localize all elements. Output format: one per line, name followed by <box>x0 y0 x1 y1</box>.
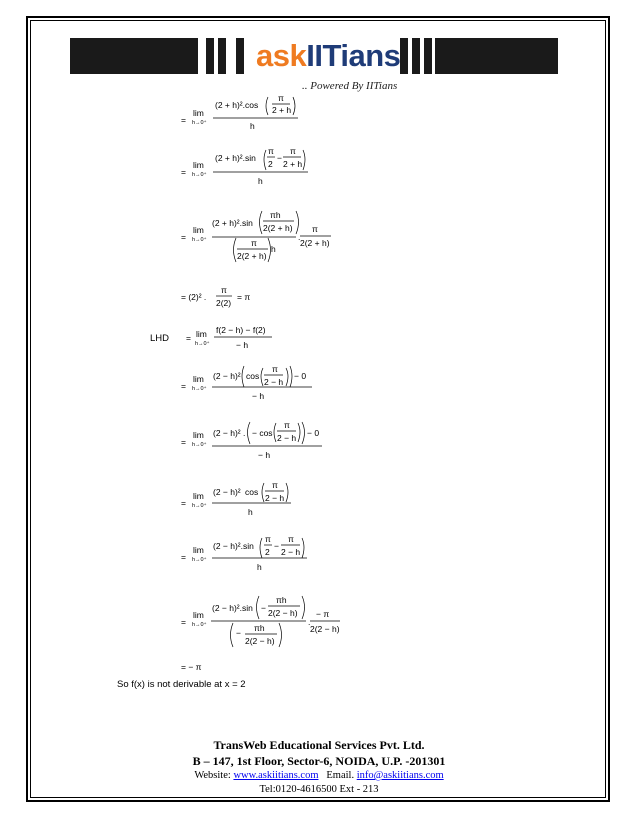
neg: − <box>261 603 266 613</box>
bracket <box>290 366 292 387</box>
minus: − <box>277 153 282 163</box>
left: = (2)² . <box>181 292 207 302</box>
numerator: (2 − h)² <box>213 487 241 497</box>
step-3 <box>181 210 331 262</box>
cos: cos <box>246 371 260 381</box>
lim-sub: h→0⁺ <box>192 172 207 178</box>
paren <box>279 623 282 647</box>
numerator: (2 − h)² <box>213 371 241 381</box>
step-9 <box>181 534 307 572</box>
dot: . <box>308 617 311 627</box>
h: h <box>271 244 276 254</box>
step-10 <box>181 595 340 647</box>
dot: . <box>298 232 301 242</box>
lim-sub: h→0⁺ <box>195 341 210 347</box>
paren <box>298 423 300 442</box>
numerator: (2 − h)².sin <box>213 541 254 551</box>
pi: π <box>221 285 227 295</box>
two: 2 <box>265 547 270 557</box>
denominator-h: h <box>250 121 255 131</box>
numerator: (2 + h)².sin <box>215 153 256 163</box>
tagline: .. Powered By IITians <box>302 80 398 92</box>
equals-sign: = <box>186 333 191 343</box>
lim-sub: h→0⁺ <box>192 120 207 126</box>
footer-contact <box>0 770 638 781</box>
pi: π <box>251 238 257 248</box>
footer-company: TransWeb Educational Services Pvt. Ltd. <box>213 738 425 752</box>
conclusion: So f(x) is not derivable at x = 2 <box>117 679 246 690</box>
denominator: 2 + h <box>283 159 303 169</box>
denominator: 2(2 + h) <box>237 251 267 261</box>
step-4 <box>181 285 250 308</box>
paren <box>293 97 295 115</box>
numerator: (2 + h)².cos <box>215 100 259 110</box>
paren <box>296 211 299 234</box>
paren <box>261 368 263 386</box>
paren <box>257 596 260 619</box>
logo-iitians: IITians <box>306 38 401 73</box>
lim: lim <box>193 225 204 235</box>
pi-h: πh <box>276 595 287 605</box>
lim: lim <box>193 374 204 384</box>
paren <box>234 238 237 262</box>
step-lhd <box>150 325 272 350</box>
lhd-label: LHD <box>150 333 170 344</box>
paren <box>302 596 305 619</box>
footer-address: B – 147, 1st Floor, Sector-6, NOIDA, U.P. -201301 <box>192 754 446 768</box>
denominator: 2 − h <box>264 377 284 387</box>
denominator: 2 − h <box>277 433 297 443</box>
email-link[interactable]: info@askiitians.com <box>356 770 444 781</box>
paren <box>264 150 266 170</box>
logo-ask: ask <box>256 38 307 73</box>
lim: lim <box>196 329 207 339</box>
bracket <box>248 422 251 444</box>
lim: lim <box>193 430 204 440</box>
lim-sub: h→0⁺ <box>192 557 207 563</box>
step-1 <box>181 93 298 131</box>
paren <box>262 483 264 502</box>
step-6 <box>181 364 312 401</box>
equals-sign: = <box>181 437 186 447</box>
equals-sign: = <box>181 381 186 391</box>
paren <box>302 538 304 558</box>
denominator: 2 + h <box>272 105 292 115</box>
paren <box>260 538 262 558</box>
pi: π <box>278 93 284 103</box>
bracket <box>242 366 244 387</box>
cos: cos <box>245 487 259 497</box>
pi-h: πh <box>254 623 265 633</box>
pi: π <box>288 534 294 544</box>
denominator-h: h <box>248 507 253 517</box>
minus: − <box>274 541 279 551</box>
equals-sign: = <box>181 115 186 125</box>
numerator: (2 − h)² <box>213 428 241 438</box>
paren <box>286 483 288 502</box>
pi-h: πh <box>270 210 281 220</box>
neg: − <box>236 628 241 638</box>
denominator: − h <box>236 340 249 350</box>
denominator: − h <box>258 450 271 460</box>
denominator: 2 − h <box>281 547 301 557</box>
pi: π <box>268 146 274 156</box>
bracket <box>302 422 305 444</box>
paren <box>260 211 263 234</box>
paren <box>231 623 234 647</box>
pi: π <box>284 420 290 430</box>
website-link[interactable]: www.askiitians.com <box>233 770 319 781</box>
numerator: (2 − h)².sin <box>212 603 253 613</box>
pi: π <box>312 224 318 234</box>
step-7 <box>181 420 322 460</box>
denominator: 2(2 + h) <box>263 223 293 233</box>
lim-sub: h→0⁺ <box>192 503 207 509</box>
website-label: Website: <box>194 770 231 781</box>
equals-sign: = <box>181 498 186 508</box>
minus-zero: − 0 <box>307 428 320 438</box>
lim-sub: h→0⁺ <box>192 386 207 392</box>
two: 2 <box>268 159 273 169</box>
numerator: f(2 − h) − f(2) <box>216 325 266 335</box>
step-8 <box>181 480 291 517</box>
final-result: = − π <box>181 662 202 672</box>
minus-zero: − 0 <box>294 371 307 381</box>
equals-sign: = <box>181 232 186 242</box>
paren <box>266 97 268 115</box>
denominator: 2(2 − h) <box>245 636 275 646</box>
pi: π <box>272 480 278 490</box>
denominator: 2(2 − h) <box>310 624 340 634</box>
footer-tel: Tel:0120-4616500 Ext - 213 <box>259 784 379 795</box>
lim: lim <box>193 545 204 555</box>
pi: π <box>272 364 278 374</box>
neg-cos: − cos <box>252 428 273 438</box>
email-label: Email. <box>326 770 355 781</box>
paren <box>274 423 276 442</box>
lim: lim <box>193 610 204 620</box>
denominator: − h <box>252 391 265 401</box>
equals-sign: = <box>181 167 186 177</box>
denominator-h: h <box>257 562 262 572</box>
denominator: 2(2) <box>216 298 232 308</box>
equals-sign: = <box>181 552 186 562</box>
result: = π <box>237 292 251 302</box>
dot: . <box>243 428 246 438</box>
paren <box>286 368 288 386</box>
lim-sub: h→0⁺ <box>192 237 207 243</box>
paren <box>303 150 305 170</box>
denominator-h: h <box>258 176 263 186</box>
denominator: 2 − h <box>265 493 285 503</box>
neg-pi: − π <box>316 609 330 619</box>
lim-sub: h→0⁺ <box>192 622 207 628</box>
equals-sign: = <box>181 617 186 627</box>
step-2 <box>181 146 308 186</box>
denominator: 2(2 − h) <box>268 608 298 618</box>
numerator: (2 + h)².sin <box>212 218 253 228</box>
lim: lim <box>193 491 204 501</box>
lim-sub: h→0⁺ <box>192 442 207 448</box>
lim: lim <box>193 160 204 170</box>
denominator: 2(2 + h) <box>300 238 330 248</box>
lim: lim <box>193 108 204 118</box>
pi: π <box>265 534 271 544</box>
pi: π <box>290 146 296 156</box>
